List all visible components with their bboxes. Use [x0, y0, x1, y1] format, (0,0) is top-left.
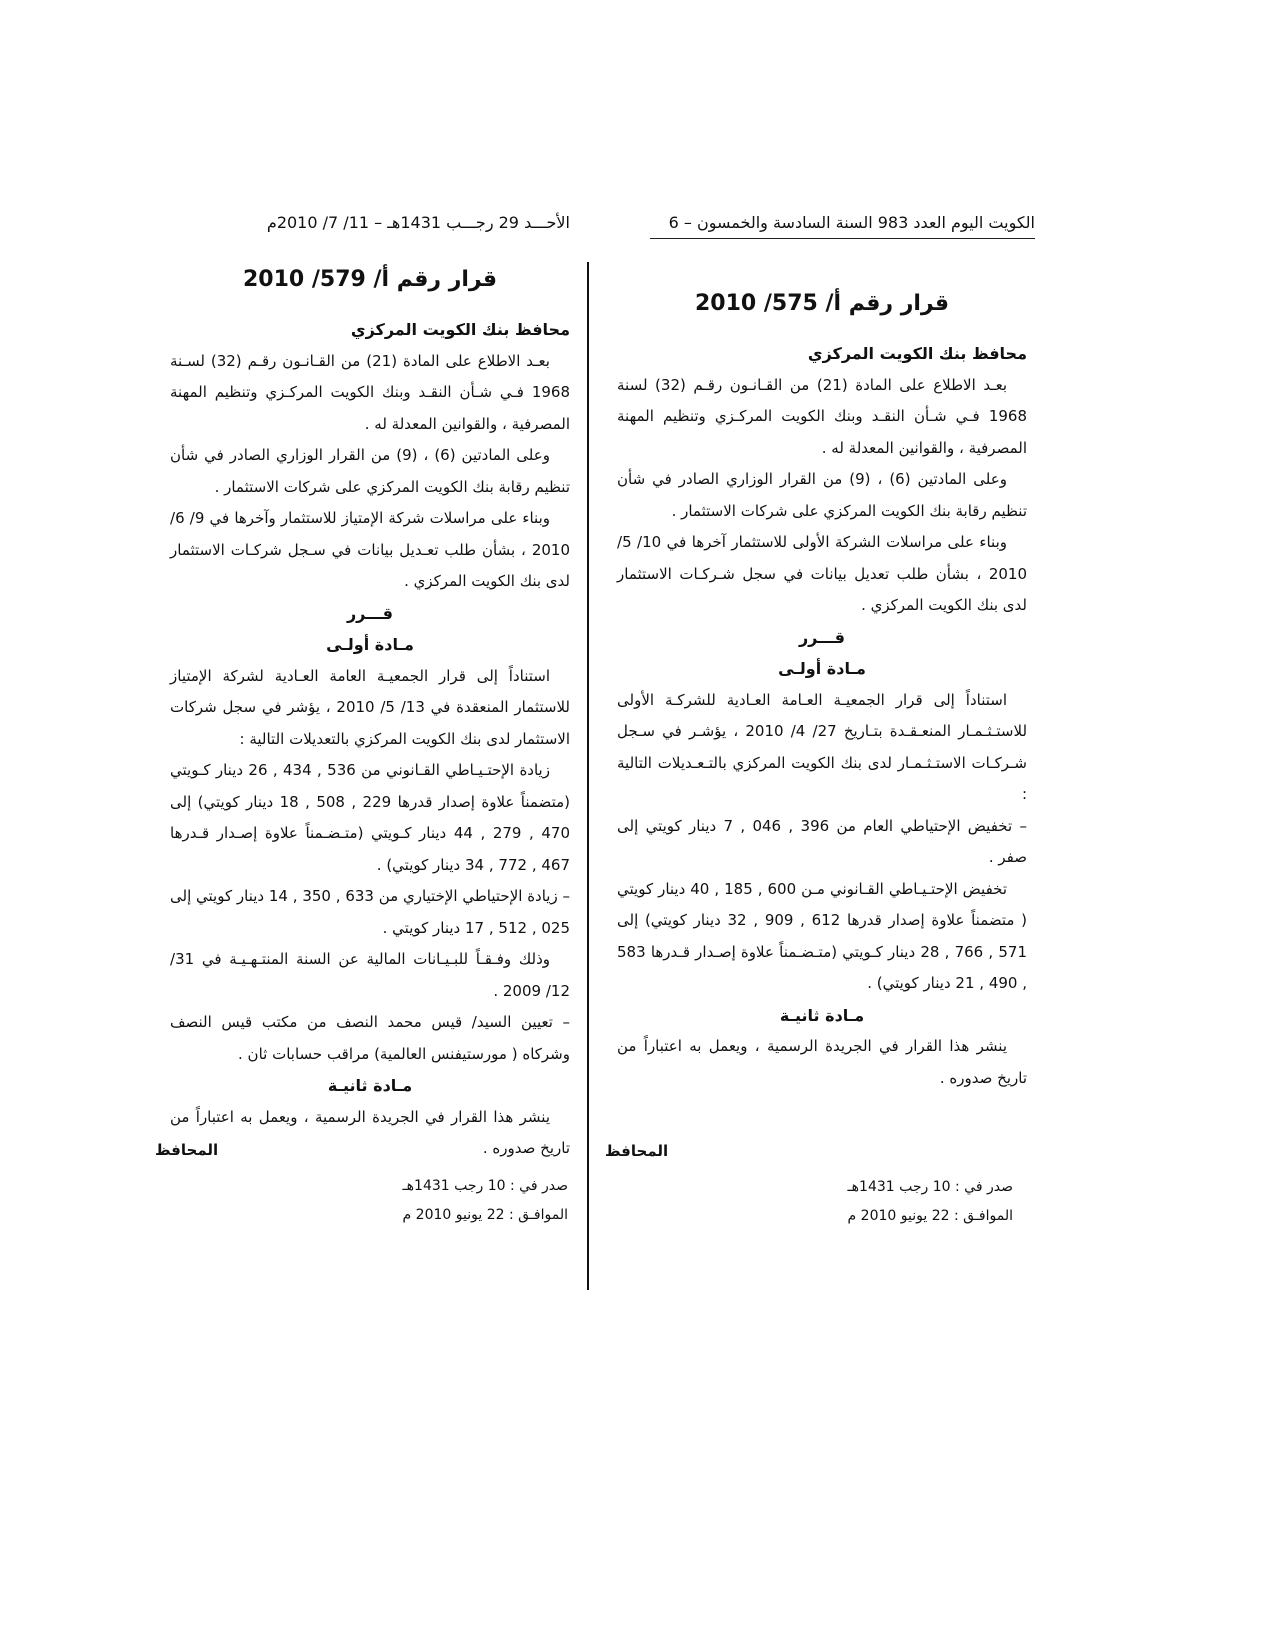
preamble-paragraph: وبناء على مراسلات الشركة الأولى للاستثمار آخرها في 10/ 5/ 2010 ، بشأن طلب تعديل بيانات في سجل شـركـات الاستثمار لدى بنك الكويت المركزي . [617, 533, 1027, 614]
article-1-paragraph: وذلك وفـقـاً للبـيـانات المالية عن السنة المنتـهـيـة في 31/ 12/ 2009 . [170, 950, 570, 1000]
article-2-heading: مـادة ثانيـة [779, 1005, 865, 1025]
column-divider [587, 262, 589, 1290]
page-header-left: الأحـــد 29 رجـــب 1431هـ – 11/ 7/ 2010م [266, 213, 570, 232]
article-1-paragraph: – تعيين السيد/ قيس محمد النصف من مكتب قيس النصف وشركاه ( مورستيفنس العالمية) مراقب حسابات ثان . [170, 1013, 570, 1063]
decided-heading: قـــرر [346, 603, 394, 623]
signer-governor: المحافظ [605, 1142, 669, 1160]
article-1-paragraph: استناداً إلى قرار الجمعيـة العـامة العـادية للشركـة الأولى للاستـثـمـار المنعـقـدة بتـاريخ 27/ 4/ 2010 ، يؤشـر في سـجل شـركـات الاستـثـمـار لدى بنك الكويت المركزي بالتـعـديلات التالية : [617, 690, 1028, 803]
article-1-paragraph: – تخفيض الإحتياطي العام من 396 , 046 , 7 دينار كويتي إلى صفر . [617, 816, 1027, 866]
article-1-paragraph: استناداً إلى قرار الجمعيـة العامة العـادية لشركة الإمتياز للاستثمار المنعقدة في 13/ 5/ 2010 ، يؤشر في سجل شركات الاستثمار لدى بنك الكويت المركزي بالتعديلات التالية : [170, 666, 570, 748]
decided-heading: قـــرر [798, 627, 846, 647]
article-2-heading: مـادة ثانيـة [327, 1076, 413, 1095]
issuer: محافظ بنك الكويت المركزي [350, 320, 570, 339]
article-1-paragraph: زيادة الإحتـيـاطي القـانوني من 536 , 434 , 26 دينار كـويتي (متضمناً علاوة إصدار قدرها 229 , 508 , 18 دينار كويتي) إلى 470 , 279 , 44 دينار كـويتي (متـضـمناً علاوة إصـدار قـدرها 467 , 772 , 34 دينار كويتي) . [170, 761, 570, 874]
issue-date-hijri: صدر في : 10 رجب 1431هـ [402, 1178, 568, 1194]
decision-579 [170, 258, 570, 1165]
signer-governor: المحافظ [155, 1141, 219, 1159]
preamble-paragraph: بعـد الاطلاع على المادة (21) من القـانـون رقـم (32) لسـنة 1968 فـي شـأن النقـد وبنك الكويت المركـزي وتنظيم المهنة المصرفية ، والقوانين المعدلة له . [170, 351, 570, 433]
issue-date [403, 1172, 568, 1230]
issue-date [848, 1173, 1013, 1231]
article-1-paragraph: – زيادة الإحتياطي الإختياري من 633 , 350 , 14 دينار كويتي إلى 025 , 512 , 17 دينار كويتي . [170, 887, 571, 937]
article-2-paragraph: ينشر هذا القرار في الجريدة الرسمية ، ويعمل به اعتباراً من تاريخ صدوره . [170, 1107, 570, 1157]
article-1-paragraph: تخفيض الإحتـيـاطي القـانوني مـن 600 , 185 , 40 دينار كويتي ( متضمناً علاوة إصدار قدرها 612 , 909 , 32 دينار كويتي) إلى 571 , 766 , 28 دينار كـويتي (متـضـمناً علاوة إصـدار قـدرها 583 , 490 , 21 دينار كويتي) . [617, 879, 1028, 992]
article-1-heading: مـادة أولـى [326, 635, 414, 654]
decision-title: قرار رقم أ/ 575/ 2010 [694, 291, 950, 316]
page-header-right: الكويت اليوم العدد 983 السنة السادسة والخمسون – 6 [650, 213, 1035, 239]
decision-575 [617, 282, 1027, 1094]
issue-date-hijri: صدر في : 10 رجب 1431هـ [847, 1179, 1013, 1195]
preamble-paragraph: بعـد الاطلاع على المادة (21) من القـانـون رقـم (32) لسنة 1968 فـي شـأن النقـد وبنك الكويت المركـزي وتنظيم المهنة المصرفية ، والقوانين المعدلة له . [617, 375, 1027, 457]
issue-date-gregorian: الموافـق : 22 يونيو 2010 م [402, 1207, 568, 1223]
issuer: محافظ بنك الكويت المركزي [807, 344, 1027, 363]
article-1-heading: مـادة أولـى [778, 659, 866, 678]
preamble-paragraph: وبناء على مراسلات شركة الإمتياز للاستثمار وآخرها في 9/ 6/ 2010 ، بشأن طلب تعـديل بيانات في سـجل شركـات الاستثمار لدى بنك الكويت المركزي . [170, 509, 570, 590]
preamble-paragraph: وعلى المادتين (6) ، (9) من القرار الوزاري الصادر في شأن تنظيم رقابة بنك الكويت المركزي على شركات الاستثمار . [170, 446, 570, 496]
decision-title: قرار رقم أ/ 579/ 2010 [242, 267, 498, 292]
issue-date-gregorian: الموافـق : 22 يونيو 2010 م [847, 1208, 1013, 1224]
preamble-paragraph: وعلى المادتين (6) ، (9) من القرار الوزاري الصادر في شأن تنظيم رقابة بنك الكويت المركزي على شركات الاستثمار . [617, 470, 1027, 520]
article-2-paragraph: ينشر هذا القرار في الجريدة الرسمية ، ويعمل به اعتباراً من تاريخ صدوره . [617, 1037, 1027, 1087]
